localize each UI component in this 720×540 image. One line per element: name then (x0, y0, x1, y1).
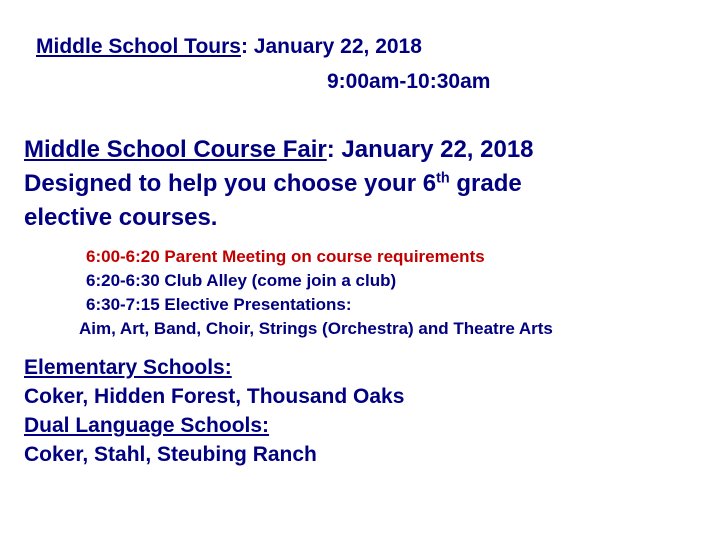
schedule-item-elective-list: Aim, Art, Band, Choir, Strings (Orchestra) and Theatre Arts (79, 319, 553, 338)
schedule-item-parent-meeting: 6:00-6:20 Parent Meeting on course requirements (86, 247, 485, 266)
schedule-item-club-alley: 6:20-6:30 Club Alley (come join a club) (86, 271, 397, 290)
tours-heading (36, 36, 422, 57)
fair-description-line2: elective courses. (24, 204, 218, 231)
fair-desc-pre: Designed to help you choose your 6 (24, 170, 437, 197)
fair-separator: : (326, 136, 335, 163)
tours-separator: : (240, 35, 248, 58)
fair-date: January 22, 2018 (334, 136, 534, 163)
fair-desc-sup: th (436, 170, 450, 187)
tours-label: Middle School Tours (36, 35, 241, 58)
fair-description-line1 (24, 172, 522, 196)
elementary-schools-list: Coker, Hidden Forest, Thousand Oaks (24, 385, 405, 408)
fair-label: Middle School Course Fair (24, 136, 327, 163)
elementary-schools-heading: Elementary Schools: (24, 356, 232, 379)
fair-desc-post: grade (449, 170, 522, 197)
schedule-item-elective-presentations: 6:30-7:15 Elective Presentations: (86, 295, 352, 314)
fair-heading (24, 138, 534, 162)
tours-time: 9:00am-10:30am (327, 70, 491, 93)
dual-language-schools-list: Coker, Stahl, Steubing Ranch (24, 443, 317, 466)
tours-date: January 22, 2018 (247, 35, 422, 58)
dual-language-schools-heading: Dual Language Schools: (24, 414, 270, 437)
